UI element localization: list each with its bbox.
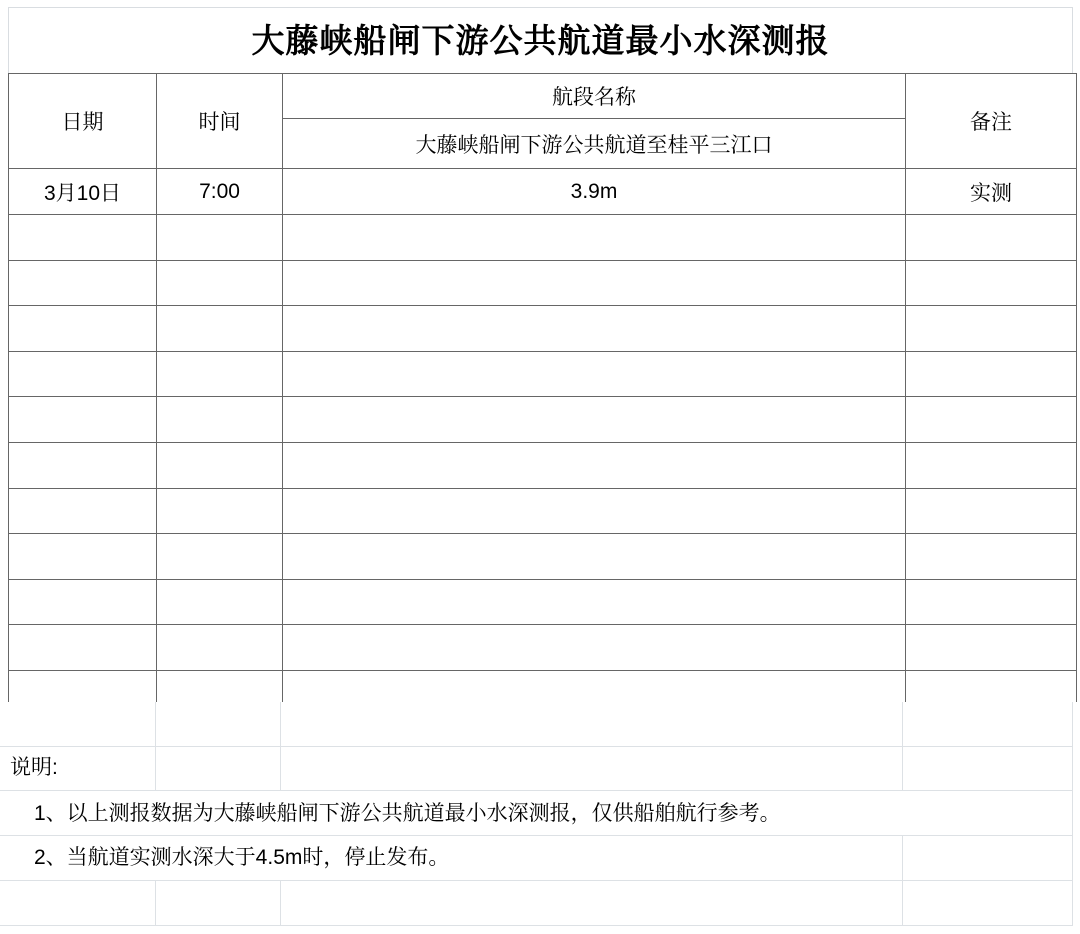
report-table <box>8 73 1077 717</box>
empty-cell <box>906 306 1077 352</box>
empty-cell <box>283 442 906 488</box>
empty-cell <box>157 579 283 625</box>
empty-cell <box>9 625 157 671</box>
empty-cell <box>9 397 157 443</box>
empty-cell <box>9 260 157 306</box>
empty-cell <box>157 625 283 671</box>
empty-row <box>9 442 1077 488</box>
empty-cell <box>283 397 906 443</box>
measurement-remark: 实测 <box>906 169 1077 215</box>
empty-cell <box>906 397 1077 443</box>
measurement-row <box>9 169 1077 215</box>
measurement-depth: 3.9m <box>283 169 906 215</box>
empty-row <box>9 260 1077 306</box>
empty-cell <box>157 534 283 580</box>
gridline-v <box>280 880 281 925</box>
empty-row <box>9 397 1077 443</box>
gridline-v <box>155 880 156 925</box>
segment-name-cell: 大藤峡船闸下游公共航道至桂平三江口 <box>283 119 906 169</box>
gridline-v <box>280 702 281 790</box>
report-title-block <box>8 7 1073 73</box>
empty-cell <box>9 488 157 534</box>
empty-cell <box>283 260 906 306</box>
header-time: 时间 <box>157 74 283 169</box>
empty-cell <box>157 306 283 352</box>
empty-cell <box>157 215 283 261</box>
header-date: 日期 <box>9 74 157 169</box>
empty-cell <box>157 351 283 397</box>
measurement-time: 7:00 <box>157 169 283 215</box>
gridline-h <box>0 925 1073 926</box>
empty-cell <box>157 488 283 534</box>
empty-cell <box>9 442 157 488</box>
empty-row <box>9 488 1077 534</box>
empty-cell <box>9 534 157 580</box>
empty-cell <box>157 260 283 306</box>
notes-section <box>0 702 1080 934</box>
empty-cell <box>283 306 906 352</box>
notes-label: 说明: <box>10 756 58 779</box>
gridline-v <box>902 835 903 925</box>
empty-cell <box>9 579 157 625</box>
empty-cell <box>283 351 906 397</box>
header-remark: 备注 <box>906 74 1077 169</box>
empty-cell <box>9 306 157 352</box>
gridline-v <box>155 702 156 790</box>
empty-cell <box>283 488 906 534</box>
empty-row <box>9 306 1077 352</box>
gridline-h <box>0 880 1073 881</box>
empty-row <box>9 625 1077 671</box>
empty-cell <box>906 534 1077 580</box>
empty-cell <box>9 351 157 397</box>
gridline-v <box>1072 702 1073 925</box>
empty-cell <box>157 397 283 443</box>
empty-cell <box>906 488 1077 534</box>
empty-cell <box>157 442 283 488</box>
header-segment: 航段名称 <box>283 74 906 119</box>
empty-cell <box>906 579 1077 625</box>
empty-row <box>9 351 1077 397</box>
header-row <box>9 74 1077 119</box>
empty-cell <box>906 625 1077 671</box>
gridline-h <box>0 746 1073 747</box>
empty-cell <box>283 579 906 625</box>
note-item-1: 1、以上测报数据为大藤峡船闸下游公共航道最小水深测报，仅供船舶航行参考。 <box>34 802 781 825</box>
empty-cell <box>283 215 906 261</box>
empty-row <box>9 534 1077 580</box>
measurement-date: 3月10日 <box>9 169 157 215</box>
header-and-data-rows <box>9 74 1077 215</box>
empty-row <box>9 215 1077 261</box>
empty-cell <box>283 534 906 580</box>
note-item-2: 2、当航道实测水深大于4.5m时，停止发布。 <box>34 846 450 869</box>
empty-cell <box>906 260 1077 306</box>
empty-rows <box>9 215 1077 717</box>
empty-cell <box>906 442 1077 488</box>
empty-cell <box>9 215 157 261</box>
empty-row <box>9 579 1077 625</box>
gridline-v <box>902 702 903 790</box>
empty-cell <box>283 625 906 671</box>
empty-cell <box>906 215 1077 261</box>
report-title: 大藤峡船闸下游公共航道最小水深测报 <box>251 22 830 59</box>
empty-cell <box>906 351 1077 397</box>
